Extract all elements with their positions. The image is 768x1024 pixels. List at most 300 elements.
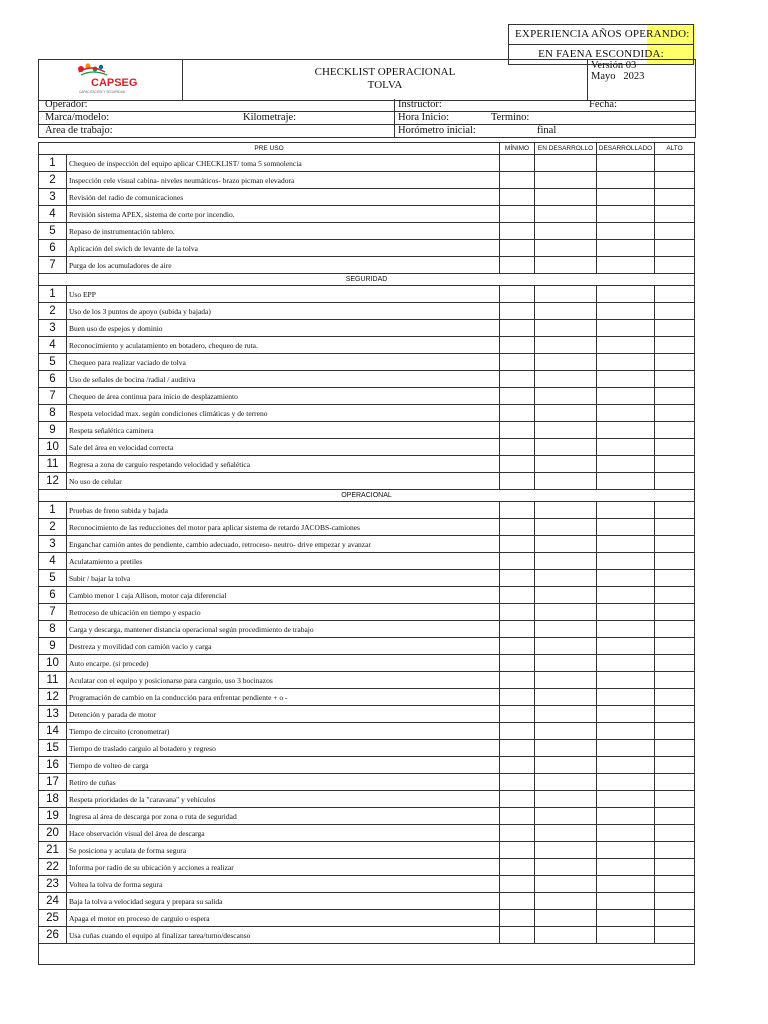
rating-cell-alto[interactable] bbox=[655, 672, 695, 689]
fecha-label: Fecha: bbox=[589, 99, 617, 110]
item-number: 9 bbox=[39, 638, 67, 655]
item-number: 8 bbox=[39, 405, 67, 422]
rating-cell-desarrollado[interactable] bbox=[597, 223, 655, 240]
rating-cell-en-desarrollo[interactable] bbox=[535, 473, 597, 490]
rating-cell-en-desarrollo[interactable] bbox=[535, 672, 597, 689]
table-row bbox=[39, 371, 695, 388]
rating-cell-minimo[interactable] bbox=[500, 439, 535, 456]
item-description: Retroceso de ubicación en tiempo y espacio bbox=[67, 604, 500, 621]
rating-cell-desarrollado[interactable] bbox=[597, 502, 655, 519]
rating-cell-minimo[interactable] bbox=[500, 303, 535, 320]
termino-label: Termino: bbox=[491, 112, 530, 123]
rating-cell-alto[interactable] bbox=[655, 757, 695, 774]
rating-cell-minimo[interactable] bbox=[500, 337, 535, 354]
rating-cell-alto[interactable] bbox=[655, 320, 695, 337]
rating-cell-desarrollado[interactable] bbox=[597, 740, 655, 757]
rating-cell-minimo[interactable] bbox=[500, 473, 535, 490]
rating-cell-alto[interactable] bbox=[655, 240, 695, 257]
rating-cell-alto[interactable] bbox=[655, 842, 695, 859]
rating-cell-desarrollado[interactable] bbox=[597, 536, 655, 553]
table-row bbox=[39, 638, 695, 655]
column-header-en-desarrollo: EN DESARROLLO bbox=[535, 143, 597, 155]
item-description: Baja la tolva a velocidad segura y prepara su salida bbox=[67, 893, 500, 910]
rating-cell-alto[interactable] bbox=[655, 257, 695, 274]
date-month: Mayo bbox=[591, 71, 616, 82]
rating-cell-minimo[interactable] bbox=[500, 910, 535, 927]
table-row bbox=[39, 740, 695, 757]
table-row bbox=[39, 774, 695, 791]
rating-cell-desarrollado[interactable] bbox=[597, 189, 655, 206]
rating-cell-minimo[interactable] bbox=[500, 876, 535, 893]
rating-cell-minimo[interactable] bbox=[500, 774, 535, 791]
rating-cell-en-desarrollo[interactable] bbox=[535, 723, 597, 740]
rating-cell-minimo[interactable] bbox=[500, 570, 535, 587]
rating-cell-minimo[interactable] bbox=[500, 519, 535, 536]
table-row bbox=[39, 388, 695, 405]
section-title: SEGURIDAD bbox=[39, 274, 695, 286]
item-number: 10 bbox=[39, 655, 67, 672]
item-number: 12 bbox=[39, 473, 67, 490]
rating-cell-en-desarrollo[interactable] bbox=[535, 354, 597, 371]
table-row bbox=[39, 519, 695, 536]
rating-cell-en-desarrollo[interactable] bbox=[535, 405, 597, 422]
info-block bbox=[38, 99, 696, 138]
capseg-logo-icon bbox=[39, 60, 182, 100]
rating-cell-en-desarrollo[interactable] bbox=[535, 456, 597, 473]
item-number: 10 bbox=[39, 439, 67, 456]
item-number: 2 bbox=[39, 519, 67, 536]
item-description: Revisión del radio de comunicaciones bbox=[67, 189, 500, 206]
rating-cell-minimo[interactable] bbox=[500, 757, 535, 774]
document-header bbox=[38, 59, 696, 101]
area-label: Area de trabajo: bbox=[45, 125, 113, 136]
table-row bbox=[39, 910, 695, 927]
rating-cell-alto[interactable] bbox=[655, 553, 695, 570]
rating-cell-alto[interactable] bbox=[655, 570, 695, 587]
rating-cell-minimo[interactable] bbox=[500, 286, 535, 303]
rating-cell-alto[interactable] bbox=[655, 189, 695, 206]
rating-cell-desarrollado[interactable] bbox=[597, 842, 655, 859]
item-description: Hace observación visual del área de descarga bbox=[67, 825, 500, 842]
rating-cell-alto[interactable] bbox=[655, 502, 695, 519]
table-row bbox=[39, 536, 695, 553]
rating-cell-en-desarrollo[interactable] bbox=[535, 876, 597, 893]
logo-wordmark: CAPSEG bbox=[91, 77, 138, 89]
table-row bbox=[39, 808, 695, 825]
table-row bbox=[39, 672, 695, 689]
rating-cell-desarrollado[interactable] bbox=[597, 257, 655, 274]
rating-cell-minimo[interactable] bbox=[500, 706, 535, 723]
table-row bbox=[39, 206, 695, 223]
title-block bbox=[183, 60, 588, 100]
rating-cell-alto[interactable] bbox=[655, 456, 695, 473]
table-row bbox=[39, 240, 695, 257]
table-row bbox=[39, 189, 695, 206]
rating-cell-en-desarrollo[interactable] bbox=[535, 388, 597, 405]
rating-cell-minimo[interactable] bbox=[500, 553, 535, 570]
item-description: Informa por radio de su ubicación y acciones a realizar bbox=[67, 859, 500, 876]
rating-cell-en-desarrollo[interactable] bbox=[535, 422, 597, 439]
rating-cell-alto[interactable] bbox=[655, 621, 695, 638]
rating-cell-desarrollado[interactable] bbox=[597, 320, 655, 337]
item-number: 11 bbox=[39, 672, 67, 689]
table-row bbox=[39, 553, 695, 570]
item-number: 2 bbox=[39, 172, 67, 189]
rating-cell-en-desarrollo[interactable] bbox=[535, 240, 597, 257]
item-description: Sale del área en velocidad correcta bbox=[67, 439, 500, 456]
version-date bbox=[591, 71, 644, 82]
rating-cell-desarrollado[interactable] bbox=[597, 354, 655, 371]
item-description: Repaso de instrumentación tablero. bbox=[67, 223, 500, 240]
rating-cell-alto[interactable] bbox=[655, 206, 695, 223]
item-number: 5 bbox=[39, 570, 67, 587]
table-row bbox=[39, 876, 695, 893]
rating-cell-en-desarrollo[interactable] bbox=[535, 859, 597, 876]
rating-cell-desarrollado[interactable] bbox=[597, 473, 655, 490]
rating-cell-desarrollado[interactable] bbox=[597, 672, 655, 689]
rating-cell-alto[interactable] bbox=[655, 859, 695, 876]
rating-cell-desarrollado[interactable] bbox=[597, 927, 655, 944]
item-description: Subir / bajar la tolva bbox=[67, 570, 500, 587]
rating-cell-alto[interactable] bbox=[655, 893, 695, 910]
rating-cell-alto[interactable] bbox=[655, 286, 695, 303]
rating-cell-desarrollado[interactable] bbox=[597, 206, 655, 223]
section-title: OPERACIONAL bbox=[39, 490, 695, 502]
rating-cell-en-desarrollo[interactable] bbox=[535, 371, 597, 388]
rating-cell-minimo[interactable] bbox=[500, 502, 535, 519]
rating-cell-en-desarrollo[interactable] bbox=[535, 286, 597, 303]
table-row bbox=[39, 439, 695, 456]
rating-cell-desarrollado[interactable] bbox=[597, 456, 655, 473]
item-number: 6 bbox=[39, 371, 67, 388]
rating-cell-desarrollado[interactable] bbox=[597, 876, 655, 893]
rating-cell-minimo[interactable] bbox=[500, 189, 535, 206]
rating-cell-minimo[interactable] bbox=[500, 740, 535, 757]
rating-cell-en-desarrollo[interactable] bbox=[535, 257, 597, 274]
rating-cell-alto[interactable] bbox=[655, 638, 695, 655]
rating-cell-en-desarrollo[interactable] bbox=[535, 570, 597, 587]
rating-cell-en-desarrollo[interactable] bbox=[535, 536, 597, 553]
rating-cell-alto[interactable] bbox=[655, 706, 695, 723]
rating-cell-en-desarrollo[interactable] bbox=[535, 587, 597, 604]
horometro-label: Horómetro inicial: bbox=[398, 125, 476, 136]
rating-cell-minimo[interactable] bbox=[500, 388, 535, 405]
rating-cell-alto[interactable] bbox=[655, 473, 695, 490]
title-line-1: CHECKLIST OPERACIONAL bbox=[314, 66, 456, 78]
rating-cell-minimo[interactable] bbox=[500, 456, 535, 473]
item-description: Uso de los 3 puntos de apoyo (subida y bajada) bbox=[67, 303, 500, 320]
rating-cell-alto[interactable] bbox=[655, 910, 695, 927]
item-description: Usa cuñas cuando el equipo al finalizar tarea/turno/descanso bbox=[67, 927, 500, 944]
rating-cell-desarrollado[interactable] bbox=[597, 155, 655, 172]
rating-cell-minimo[interactable] bbox=[500, 638, 535, 655]
rating-cell-en-desarrollo[interactable] bbox=[535, 774, 597, 791]
item-number: 22 bbox=[39, 859, 67, 876]
item-number: 25 bbox=[39, 910, 67, 927]
rating-cell-minimo[interactable] bbox=[500, 859, 535, 876]
item-number: 4 bbox=[39, 337, 67, 354]
rating-cell-alto[interactable] bbox=[655, 791, 695, 808]
table-row bbox=[39, 473, 695, 490]
rating-cell-alto[interactable] bbox=[655, 354, 695, 371]
table-row bbox=[39, 155, 695, 172]
rating-cell-en-desarrollo[interactable] bbox=[535, 189, 597, 206]
item-number: 7 bbox=[39, 388, 67, 405]
rating-cell-alto[interactable] bbox=[655, 808, 695, 825]
rating-cell-desarrollado[interactable] bbox=[597, 587, 655, 604]
checklist-table bbox=[38, 142, 694, 965]
rating-cell-desarrollado[interactable] bbox=[597, 893, 655, 910]
rating-cell-desarrollado[interactable] bbox=[597, 655, 655, 672]
rating-cell-desarrollado[interactable] bbox=[597, 757, 655, 774]
table-row bbox=[39, 791, 695, 808]
rating-cell-minimo[interactable] bbox=[500, 354, 535, 371]
item-description: Programación de cambio en la conducción para enfrentar pendiente + o - bbox=[67, 689, 500, 706]
rating-cell-desarrollado[interactable] bbox=[597, 570, 655, 587]
rating-cell-desarrollado[interactable] bbox=[597, 371, 655, 388]
rating-cell-desarrollado[interactable] bbox=[597, 439, 655, 456]
rating-cell-en-desarrollo[interactable] bbox=[535, 337, 597, 354]
rating-cell-minimo[interactable] bbox=[500, 604, 535, 621]
rating-cell-en-desarrollo[interactable] bbox=[535, 655, 597, 672]
item-number: 6 bbox=[39, 587, 67, 604]
rating-cell-alto[interactable] bbox=[655, 155, 695, 172]
item-number: 3 bbox=[39, 320, 67, 337]
item-number: 23 bbox=[39, 876, 67, 893]
final-label: final bbox=[537, 125, 557, 136]
rating-cell-en-desarrollo[interactable] bbox=[535, 808, 597, 825]
rating-cell-desarrollado[interactable] bbox=[597, 638, 655, 655]
rating-cell-minimo[interactable] bbox=[500, 689, 535, 706]
rating-cell-alto[interactable] bbox=[655, 371, 695, 388]
rating-cell-en-desarrollo[interactable] bbox=[535, 303, 597, 320]
rating-cell-desarrollado[interactable] bbox=[597, 337, 655, 354]
rating-cell-desarrollado[interactable] bbox=[597, 604, 655, 621]
rating-cell-minimo[interactable] bbox=[500, 808, 535, 825]
rating-cell-minimo[interactable] bbox=[500, 405, 535, 422]
rating-cell-minimo[interactable] bbox=[500, 927, 535, 944]
rating-cell-alto[interactable] bbox=[655, 774, 695, 791]
rating-cell-minimo[interactable] bbox=[500, 587, 535, 604]
item-description: Tiempo de circuito (cronometrar) bbox=[67, 723, 500, 740]
item-number: 24 bbox=[39, 893, 67, 910]
item-description: Reconocimiento y aculatamiento en botadero, chequeo de ruta. bbox=[67, 337, 500, 354]
rating-cell-alto[interactable] bbox=[655, 536, 695, 553]
rating-cell-desarrollado[interactable] bbox=[597, 240, 655, 257]
rating-cell-alto[interactable] bbox=[655, 172, 695, 189]
notes-row bbox=[39, 944, 695, 965]
item-number: 19 bbox=[39, 808, 67, 825]
rating-cell-minimo[interactable] bbox=[500, 842, 535, 859]
version-text: Versión 03 bbox=[591, 60, 637, 71]
item-number: 7 bbox=[39, 257, 67, 274]
rating-cell-en-desarrollo[interactable] bbox=[535, 740, 597, 757]
notes-cell[interactable] bbox=[39, 944, 695, 965]
rating-cell-alto[interactable] bbox=[655, 587, 695, 604]
item-description: Regresa a zona de carguío respetando velocidad y señalética bbox=[67, 456, 500, 473]
rating-cell-en-desarrollo[interactable] bbox=[535, 706, 597, 723]
rating-cell-desarrollado[interactable] bbox=[597, 286, 655, 303]
table-row bbox=[39, 825, 695, 842]
rating-cell-minimo[interactable] bbox=[500, 723, 535, 740]
item-description: Apaga el motor en proceso de carguío o espera bbox=[67, 910, 500, 927]
rating-cell-alto[interactable] bbox=[655, 422, 695, 439]
item-description: Chequeo de área continua para inicio de desplazamiento bbox=[67, 388, 500, 405]
rating-cell-en-desarrollo[interactable] bbox=[535, 172, 597, 189]
rating-cell-en-desarrollo[interactable] bbox=[535, 638, 597, 655]
table-row bbox=[39, 689, 695, 706]
rating-cell-en-desarrollo[interactable] bbox=[535, 791, 597, 808]
rating-cell-minimo[interactable] bbox=[500, 893, 535, 910]
item-number: 14 bbox=[39, 723, 67, 740]
item-description: Tiempo de traslado carguío al botadero y regreso bbox=[67, 740, 500, 757]
item-description: Respeta velocidad max. según condiciones climáticas y de terreno bbox=[67, 405, 500, 422]
item-number: 15 bbox=[39, 740, 67, 757]
table-row bbox=[39, 927, 695, 944]
rating-cell-en-desarrollo[interactable] bbox=[535, 927, 597, 944]
rating-cell-minimo[interactable] bbox=[500, 320, 535, 337]
rating-cell-minimo[interactable] bbox=[500, 172, 535, 189]
rating-cell-minimo[interactable] bbox=[500, 422, 535, 439]
rating-cell-desarrollado[interactable] bbox=[597, 859, 655, 876]
table-row bbox=[39, 257, 695, 274]
rating-cell-en-desarrollo[interactable] bbox=[535, 553, 597, 570]
item-number: 7 bbox=[39, 604, 67, 621]
rating-cell-en-desarrollo[interactable] bbox=[535, 604, 597, 621]
table-row bbox=[39, 354, 695, 371]
table-row bbox=[39, 604, 695, 621]
rating-cell-en-desarrollo[interactable] bbox=[535, 519, 597, 536]
marca-label: Marca/modelo: bbox=[45, 112, 110, 123]
rating-cell-en-desarrollo[interactable] bbox=[535, 320, 597, 337]
rating-cell-minimo[interactable] bbox=[500, 257, 535, 274]
item-description: Aplicación del swich de levante de la tolva bbox=[67, 240, 500, 257]
experience-site-label: EN FAENA ESCONDIDA: bbox=[508, 44, 694, 65]
hora-inicio-label: Hora Inicio: bbox=[398, 112, 450, 123]
rating-cell-alto[interactable] bbox=[655, 723, 695, 740]
rating-cell-alto[interactable] bbox=[655, 223, 695, 240]
table-row bbox=[39, 405, 695, 422]
section-header-row bbox=[39, 490, 695, 502]
rating-cell-en-desarrollo[interactable] bbox=[535, 893, 597, 910]
rating-cell-en-desarrollo[interactable] bbox=[535, 910, 597, 927]
item-number: 8 bbox=[39, 621, 67, 638]
rating-cell-desarrollado[interactable] bbox=[597, 519, 655, 536]
rating-cell-desarrollado[interactable] bbox=[597, 774, 655, 791]
item-description: Carga y descarga, mantener distancia operacional según procedimiento de trabajo bbox=[67, 621, 500, 638]
table-row bbox=[39, 587, 695, 604]
rating-cell-desarrollado[interactable] bbox=[597, 723, 655, 740]
item-description: Revisión sistema APEX, sistema de corte por incendio. bbox=[67, 206, 500, 223]
column-header-minimo: MÍNIMO bbox=[500, 143, 535, 155]
rating-cell-desarrollado[interactable] bbox=[597, 553, 655, 570]
item-number: 1 bbox=[39, 286, 67, 303]
title-line-2: TOLVA bbox=[367, 79, 403, 91]
item-description: Chequeo de inspección del equipo aplicar CHECKLIST/ toma 5 somnolencia bbox=[67, 155, 500, 172]
rating-cell-desarrollado[interactable] bbox=[597, 808, 655, 825]
rating-cell-en-desarrollo[interactable] bbox=[535, 757, 597, 774]
rating-cell-minimo[interactable] bbox=[500, 223, 535, 240]
rating-cell-alto[interactable] bbox=[655, 519, 695, 536]
rating-cell-minimo[interactable] bbox=[500, 672, 535, 689]
rating-cell-alto[interactable] bbox=[655, 604, 695, 621]
rating-cell-en-desarrollo[interactable] bbox=[535, 206, 597, 223]
rating-cell-alto[interactable] bbox=[655, 876, 695, 893]
rating-cell-desarrollado[interactable] bbox=[597, 422, 655, 439]
rating-cell-minimo[interactable] bbox=[500, 206, 535, 223]
rating-cell-en-desarrollo[interactable] bbox=[535, 502, 597, 519]
rating-cell-minimo[interactable] bbox=[500, 825, 535, 842]
rating-cell-minimo[interactable] bbox=[500, 240, 535, 257]
rating-cell-alto[interactable] bbox=[655, 825, 695, 842]
item-number: 17 bbox=[39, 774, 67, 791]
experience-years-label: EXPERIENCIA AÑOS OPERANDO: bbox=[508, 24, 694, 45]
item-number: 12 bbox=[39, 689, 67, 706]
kilometraje-label: Kilometraje: bbox=[243, 112, 297, 123]
version-block bbox=[591, 60, 644, 82]
rating-cell-en-desarrollo[interactable] bbox=[535, 155, 597, 172]
table-row bbox=[39, 422, 695, 439]
rating-cell-alto[interactable] bbox=[655, 337, 695, 354]
rating-cell-alto[interactable] bbox=[655, 405, 695, 422]
item-description: Purga de los acumuladores de aire bbox=[67, 257, 500, 274]
rating-cell-minimo[interactable] bbox=[500, 155, 535, 172]
rating-cell-minimo[interactable] bbox=[500, 536, 535, 553]
rating-cell-desarrollado[interactable] bbox=[597, 910, 655, 927]
svg-text:CAPACITACIÓN Y SEGURIDAD: CAPACITACIÓN Y SEGURIDAD bbox=[79, 90, 126, 94]
rating-cell-minimo[interactable] bbox=[500, 791, 535, 808]
rating-cell-en-desarrollo[interactable] bbox=[535, 223, 597, 240]
rating-cell-desarrollado[interactable] bbox=[597, 405, 655, 422]
rating-cell-minimo[interactable] bbox=[500, 655, 535, 672]
rating-cell-en-desarrollo[interactable] bbox=[535, 825, 597, 842]
rating-cell-en-desarrollo[interactable] bbox=[535, 621, 597, 638]
rating-cell-en-desarrollo[interactable] bbox=[535, 689, 597, 706]
section-header-row bbox=[39, 274, 695, 286]
rating-cell-alto[interactable] bbox=[655, 927, 695, 944]
rating-cell-alto[interactable] bbox=[655, 303, 695, 320]
item-description: Cambio menor 1 caja Allison, motor caja diferencial bbox=[67, 587, 500, 604]
rating-cell-en-desarrollo[interactable] bbox=[535, 439, 597, 456]
rating-cell-desarrollado[interactable] bbox=[597, 791, 655, 808]
item-description: Enganchar camión antes de pendiente, cambio adecuado, retroceso- neutro- drive empezar y avanzar bbox=[67, 536, 500, 553]
rating-cell-alto[interactable] bbox=[655, 740, 695, 757]
item-number: 26 bbox=[39, 927, 67, 944]
rating-cell-alto[interactable] bbox=[655, 689, 695, 706]
table-row bbox=[39, 893, 695, 910]
rating-cell-alto[interactable] bbox=[655, 388, 695, 405]
rating-cell-en-desarrollo[interactable] bbox=[535, 842, 597, 859]
rating-cell-desarrollado[interactable] bbox=[597, 172, 655, 189]
rating-cell-desarrollado[interactable] bbox=[597, 825, 655, 842]
rating-cell-alto[interactable] bbox=[655, 439, 695, 456]
table-row bbox=[39, 706, 695, 723]
item-description: Se posiciona y aculata de forma segura bbox=[67, 842, 500, 859]
rating-cell-desarrollado[interactable] bbox=[597, 706, 655, 723]
rating-cell-desarrollado[interactable] bbox=[597, 303, 655, 320]
item-description: Ingresa al área de descarga por zona o ruta de seguridad bbox=[67, 808, 500, 825]
rating-cell-minimo[interactable] bbox=[500, 371, 535, 388]
item-description: Auto encarpe. (si procede) bbox=[67, 655, 500, 672]
item-number: 4 bbox=[39, 553, 67, 570]
rating-cell-minimo[interactable] bbox=[500, 621, 535, 638]
rating-cell-desarrollado[interactable] bbox=[597, 689, 655, 706]
rating-cell-desarrollado[interactable] bbox=[597, 621, 655, 638]
item-number: 16 bbox=[39, 757, 67, 774]
item-description: Aculatamiento a pretiles bbox=[67, 553, 500, 570]
rating-cell-alto[interactable] bbox=[655, 655, 695, 672]
rating-cell-desarrollado[interactable] bbox=[597, 388, 655, 405]
